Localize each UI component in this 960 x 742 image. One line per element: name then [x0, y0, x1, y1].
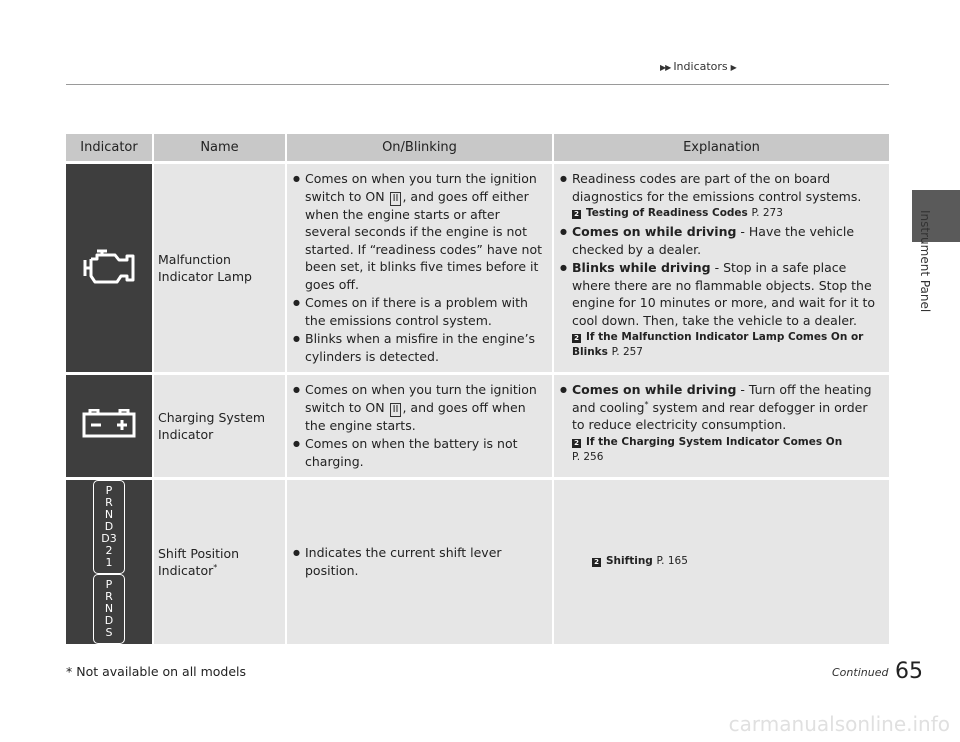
- watermark: carmanualsonline.info: [728, 712, 950, 736]
- on-blinking-cell: [287, 477, 554, 644]
- cross-reference[interactable]: [572, 435, 883, 465]
- gear-column-cvt: [93, 574, 125, 644]
- gear-letter: S: [105, 626, 113, 639]
- gear-letter: N: [104, 508, 114, 521]
- table-row: [66, 372, 889, 477]
- text-fragment: , and goes off either when the engine starts or after several seconds if the engine is not started. If “readiness codes” have not been set, it blinks five times before it goes off.: [305, 188, 542, 292]
- list-item: [572, 170, 883, 221]
- shift-position-icon: [66, 480, 152, 644]
- list-item: ● Blinks when a misfire in the engine’s cylinders is detected.: [305, 330, 546, 365]
- continued-label: Continued: [832, 666, 889, 679]
- indicator-table: [66, 134, 889, 644]
- name-text: Shift Position Indicator: [158, 546, 240, 578]
- icon-cell: [66, 161, 154, 372]
- page-number: 65: [895, 659, 923, 684]
- text-fragment: system and rear defogger in order to reduce electricity consumption.: [572, 399, 868, 432]
- header-name: Name: [154, 134, 287, 161]
- explanation-cell: [554, 372, 889, 477]
- table-header-row: [66, 134, 889, 161]
- explanation-cell: [554, 161, 889, 372]
- footnote-marker: *: [213, 562, 218, 572]
- top-divider: [66, 84, 889, 85]
- cross-reference[interactable]: [554, 554, 889, 569]
- reference-page[interactable]: P. 165: [656, 555, 688, 567]
- on-blinking-cell: [287, 372, 554, 477]
- bold-label: Comes on while driving: [572, 224, 737, 239]
- gear-letter: D: [104, 614, 114, 627]
- gear-column-5at: [93, 480, 125, 574]
- text-fragment: Readiness codes are part of the on board diagnostics for the emissions control systems.: [572, 171, 862, 204]
- explanation-cell: [554, 477, 889, 644]
- gear-letter: P: [105, 484, 113, 497]
- name-cell: [154, 477, 287, 644]
- icon-cell: [66, 477, 154, 644]
- cross-reference[interactable]: [572, 206, 883, 221]
- reference-page[interactable]: P. 273: [751, 207, 783, 219]
- reference-arrow-icon: 2: [572, 210, 581, 219]
- gear-letter: D3: [101, 532, 117, 545]
- ignition-key-label: II: [390, 403, 402, 417]
- reference-title[interactable]: Testing of Readiness Codes: [586, 207, 748, 219]
- reference-arrow-icon: 2: [592, 558, 601, 567]
- breadcrumb: [660, 60, 890, 73]
- breadcrumb-text: Indicators: [673, 60, 728, 73]
- on-blinking-cell: [287, 161, 554, 372]
- gear-letter: P: [105, 578, 113, 591]
- list-item: [572, 259, 883, 360]
- table-row: [66, 477, 889, 644]
- icon-cell: [66, 372, 154, 477]
- section-label: Instrument Panel: [918, 210, 932, 313]
- list-item: [305, 381, 546, 434]
- header-indicator: Indicator: [66, 134, 154, 161]
- reference-arrow-icon: 2: [572, 334, 581, 343]
- gear-letter: R: [105, 590, 113, 603]
- reference-arrow-icon: 2: [572, 439, 581, 448]
- text-fragment: , and goes off when the engine starts.: [305, 399, 526, 433]
- check-engine-icon: [81, 246, 137, 286]
- text-fragment: - Turn off the heating and cooling: [572, 382, 872, 415]
- gear-letter: R: [105, 496, 113, 509]
- reference-page[interactable]: P. 256: [572, 450, 604, 463]
- reference-title[interactable]: Shifting: [606, 555, 653, 567]
- reference-title[interactable]: If the Malfunction Indicator Lamp Comes On or Blinks: [572, 331, 864, 358]
- footnote: * Not available on all models: [66, 664, 247, 679]
- text-fragment: Comes on when you turn the ignition switch to ON: [305, 382, 537, 415]
- list-item: ● Comes on when the battery is not charging.: [305, 435, 546, 470]
- list-item: [572, 381, 883, 465]
- double-arrow-icon: ▶▶: [660, 63, 671, 72]
- header-on-blinking: On/Blinking: [287, 134, 554, 161]
- bold-label: Comes on while driving: [572, 382, 737, 397]
- text-fragment: Comes on when you turn the ignition switch to ON: [305, 171, 537, 204]
- name-cell: [154, 372, 287, 477]
- footnote-marker: *: [644, 399, 649, 409]
- ignition-key-label: II: [390, 192, 402, 206]
- gear-letter: 2: [105, 544, 113, 557]
- battery-icon: [81, 409, 137, 439]
- arrow-right-icon: ▶: [730, 63, 737, 72]
- indicator-name: Malfunction Indicator Lamp: [158, 252, 252, 284]
- list-item: ● Indicates the current shift lever position.: [305, 544, 546, 579]
- reference-page[interactable]: P. 257: [611, 346, 643, 358]
- text-fragment: - Have the vehicle checked by a dealer.: [572, 224, 855, 257]
- name-cell: [154, 161, 287, 372]
- header-explanation: Explanation: [554, 134, 889, 161]
- indicator-name: [158, 545, 281, 579]
- gear-letter: 1: [105, 556, 113, 569]
- list-item: ● Comes on if there is a problem with the emissions control system.: [305, 294, 546, 329]
- gear-letter: N: [104, 602, 114, 615]
- list-item: [305, 170, 546, 293]
- reference-title[interactable]: If the Charging System Indicator Comes On: [586, 435, 843, 448]
- text-fragment: - Stop in a safe place where there are no flammable objects. Stop the engine for 10 minutes or more, and wait for it to cool down. Then, take the vehicle to a dealer.: [572, 260, 876, 328]
- bold-label: Blinks while driving: [572, 260, 711, 275]
- gear-letter: D: [104, 520, 114, 533]
- table-row: [66, 161, 889, 372]
- indicator-name: Charging System Indicator: [158, 410, 266, 442]
- cross-reference[interactable]: [572, 330, 883, 360]
- list-item: [572, 223, 883, 258]
